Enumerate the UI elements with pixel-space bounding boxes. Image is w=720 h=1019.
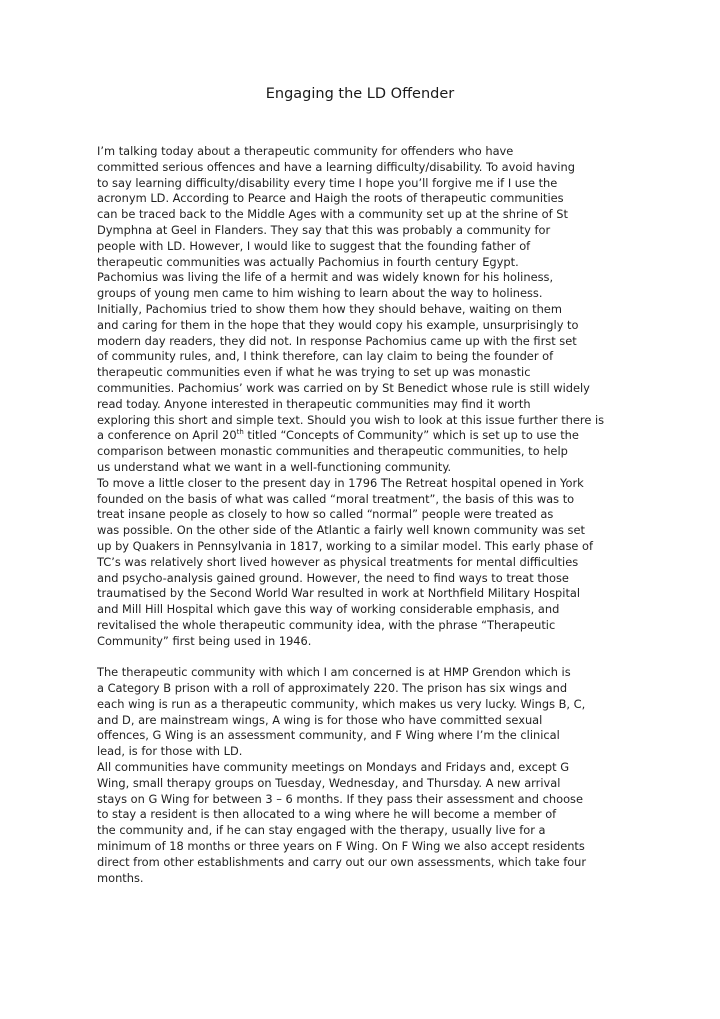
text-line: us understand what we want in a well-functioning community.	[97, 459, 452, 474]
text-line: therapeutic communities was actually Pachomius in fourth century Egypt.	[97, 254, 519, 269]
text-line: up by Quakers in Pennsylvania in 1817, working to a similar model. This early phase of	[97, 538, 593, 553]
text-line: and caring for them in the hope that they would copy his example, unsurprisingly to	[97, 317, 579, 332]
text-line: was possible. On the other side of the Atlantic a fairly well known community was set	[97, 523, 585, 538]
text-line: and D, are mainstream wings, A wing is for those who have committed sexual	[97, 712, 543, 727]
text-line: of community rules, and, I think therefore, can lay claim to being the founder of	[97, 349, 554, 364]
text-line: and Mill Hill Hospital which gave this way of working considerable emphasis, and	[97, 602, 560, 617]
text-line: can be traced back to the Middle Ages with a community set up at the shrine of St	[97, 207, 568, 222]
text-line: the community and, if he can stay engaged with the therapy, usually live for a	[97, 823, 546, 838]
text-line: to say learning difficulty/disability every time I hope you’ll forgive me if I use the	[97, 175, 558, 190]
text-line: offences, G Wing is an assessment community, and F Wing where I’m the clinical	[97, 728, 560, 743]
text-line: The therapeutic community with which I am concerned is at HMP Grendon which is	[97, 665, 571, 680]
text-line: Wing, small therapy groups on Tuesday, Wednesday, and Thursday. A new arrival	[97, 775, 561, 790]
text-line: a Category B prison with a roll of approximately 220. The prison has six wings and	[97, 681, 568, 696]
text-line: comparison between monastic communities and therapeutic communities, to help	[97, 444, 568, 459]
text-line: and psycho-analysis gained ground. However, the need to find ways to treat those	[97, 570, 569, 585]
text-line: Community” first being used in 1946.	[97, 633, 312, 648]
text-line: months.	[97, 870, 144, 885]
document-title: Engaging the LD Offender	[265, 86, 455, 102]
text-line: lead, is for those with LD.	[97, 744, 243, 759]
text-line: acronym LD. According to Pearce and Haigh the roots of therapeutic communities	[97, 191, 564, 206]
text-line: communities. Pachomius’ work was carried on by St Benedict whose rule is still widely	[97, 380, 590, 395]
text-line: TC’s was relatively short lived however as physical treatments for mental difficulties	[97, 554, 579, 569]
text-line: people with LD. However, I would like to suggest that the founding father of	[97, 238, 531, 253]
text-line	[97, 428, 633, 444]
text-line: To move a little closer to the present day in 1796 The Retreat hospital opened in York	[97, 475, 584, 490]
text-line: traumatised by the Second World War resulted in work at Northfield Military Hospital	[97, 586, 581, 601]
text-line: Initially, Pachomius tried to show them how they should behave, waiting on them	[97, 301, 562, 316]
text-line: modern day readers, they did not. In response Pachomius came up with the first set	[97, 333, 577, 348]
text-fragment: a conference on April 20	[97, 428, 237, 443]
text-line: founded on the basis of what was called “moral treatment”, the basis of this was to	[97, 491, 575, 506]
text-line: groups of young men came to him wishing to learn about the way to holiness.	[97, 286, 543, 301]
text-line: stays on G Wing for between 3 – 6 months. If they pass their assessment and choose	[97, 791, 583, 806]
text-line: each wing is run as a therapeutic community, which makes us very lucky. Wings B, C,	[97, 696, 586, 711]
text-line: read today. Anyone interested in therapeutic communities may find it worth	[97, 396, 531, 411]
text-line: Dymphna at Geel in Flanders. They say that this was probably a community for	[97, 222, 551, 237]
text-line: treat insane people as closely to how so called “normal” people were treated as	[97, 507, 554, 522]
ordinal-superscript: th	[236, 428, 244, 437]
text-line: exploring this short and simple text. Should you wish to look at this issue further there is	[97, 412, 605, 427]
document-body	[97, 144, 633, 886]
text-line: All communities have community meetings on Mondays and Fridays and, except G	[97, 760, 570, 775]
text-line: minimum of 18 months or three years on F Wing. On F Wing we also accept residents	[97, 839, 585, 854]
text-line: to stay a resident is then allocated to a wing where he will become a member of	[97, 807, 557, 822]
text-line: direct from other establishments and carry out our own assessments, which take four	[97, 854, 587, 869]
text-line: I’m talking today about a therapeutic community for offenders who have	[97, 144, 514, 158]
paragraph-break	[97, 650, 633, 666]
text-line: revitalised the whole therapeutic community idea, with the phrase “Therapeutic	[97, 617, 556, 632]
text-line: committed serious offences and have a learning difficulty/disability. To avoid having	[97, 159, 575, 174]
text-line: therapeutic communities even if what he was trying to set up was monastic	[97, 365, 531, 380]
text-fragment: titled “Concepts of Community” which is set up to use the	[243, 428, 579, 443]
text-line: Pachomius was living the life of a hermit and was widely known for his holiness,	[97, 270, 554, 285]
